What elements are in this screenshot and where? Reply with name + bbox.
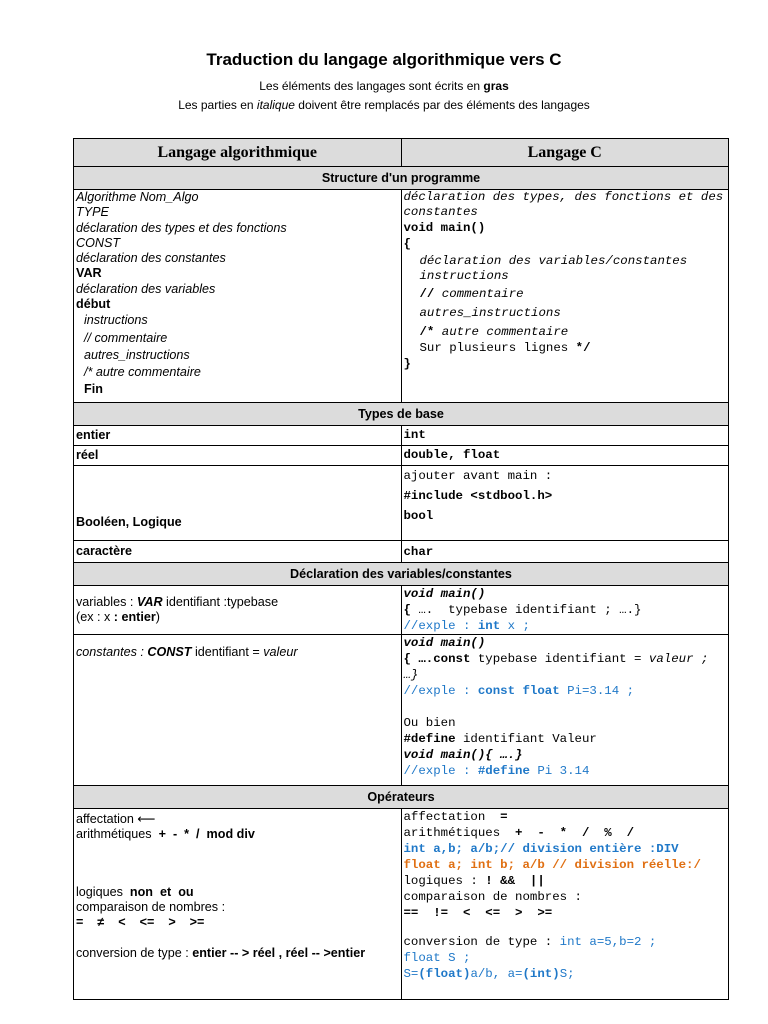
c-structure-cell: déclaration des types, des fonctions et des constantes void main() { déclaration des variables/constantes instructions // commentaire autres_instructions /* autre commentaire Sur plusieurs lignes */ } bbox=[401, 190, 729, 403]
table-row-variables bbox=[74, 586, 729, 635]
table-row-bool bbox=[74, 466, 729, 541]
section-header-declarations: Déclaration des variables/constantes bbox=[74, 563, 729, 586]
c-constants-cell: void main() { ….const typebase identifiant = valeur ; …} //exple : const float Pi=3.14 ; Ou bien #define identifiant Valeur void main(){ ….} //exple : #define Pi 3.14 bbox=[401, 635, 729, 786]
algo-type-bool: Booléen, Logique bbox=[74, 466, 402, 541]
algo-variables-cell: variables : VAR identifiant :typebase (ex : x : entier) bbox=[74, 586, 402, 635]
column-header-algo: Langage algorithmique bbox=[74, 139, 402, 167]
algo-type-int: entier bbox=[74, 426, 402, 446]
column-header-c: Langage C bbox=[401, 139, 729, 167]
algo-type-real: réel bbox=[74, 446, 402, 466]
c-type-char: char bbox=[401, 541, 729, 563]
translation-table bbox=[73, 138, 729, 1000]
c-type-int: int bbox=[401, 426, 729, 446]
table-row-structure bbox=[74, 190, 729, 403]
table-row-int bbox=[74, 426, 729, 446]
table-row-operators bbox=[74, 809, 729, 1000]
algo-type-char: caractère bbox=[74, 541, 402, 563]
left-arrow-icon: ⟵ bbox=[137, 811, 156, 826]
c-operators-cell: affectation = arithmétiques + - * / % / int a,b; a/b;// division entière :DIV float a; int b; a/b // division réelle:/ logiques : ! && || comparaison de nombres : == != < <= > >= conversion de type : int a=5,b=2 ; float S ; S=(float)a/b, a=(int)S; bbox=[401, 809, 729, 1000]
c-type-real: double, float bbox=[401, 446, 729, 466]
page-title: Traduction du langage algorithmique vers C bbox=[206, 50, 562, 69]
table-row-real bbox=[74, 446, 729, 466]
c-variables-cell: void main() { …. typebase identifiant ; ….} //exple : int x ; bbox=[401, 586, 729, 635]
algo-operators-cell: affectation ⟵ arithmétiques + - * / mod div logiques non et ou comparaison de nombres : = ≠ < <= > >= conversion de type : entier -- > réel , réel -- >entier bbox=[74, 809, 402, 1000]
subtitle-2: Les parties en italique doivent être remplacés par des éléments des langages bbox=[178, 98, 590, 112]
table-row-char bbox=[74, 541, 729, 563]
algo-constants-cell: constantes : CONST identifiant = valeur bbox=[74, 635, 402, 786]
section-header-operators: Opérateurs bbox=[74, 786, 729, 809]
algo-structure-cell: Algorithme Nom_Algo TYPE déclaration des types et des fonctions CONST déclaration des constantes VAR déclaration des variables début instructions // commentaire autres_instructions /* autre commentaire Fin bbox=[74, 190, 402, 403]
section-header-structure: Structure d'un programme bbox=[74, 167, 729, 190]
c-type-bool: ajouter avant main : #include <stdbool.h> bool bbox=[401, 466, 729, 541]
column-header-row bbox=[74, 139, 729, 167]
subtitle-1: Les éléments des langages sont écrits en gras bbox=[259, 79, 509, 93]
table-row-constants bbox=[74, 635, 729, 786]
section-header-types: Types de base bbox=[74, 403, 729, 426]
